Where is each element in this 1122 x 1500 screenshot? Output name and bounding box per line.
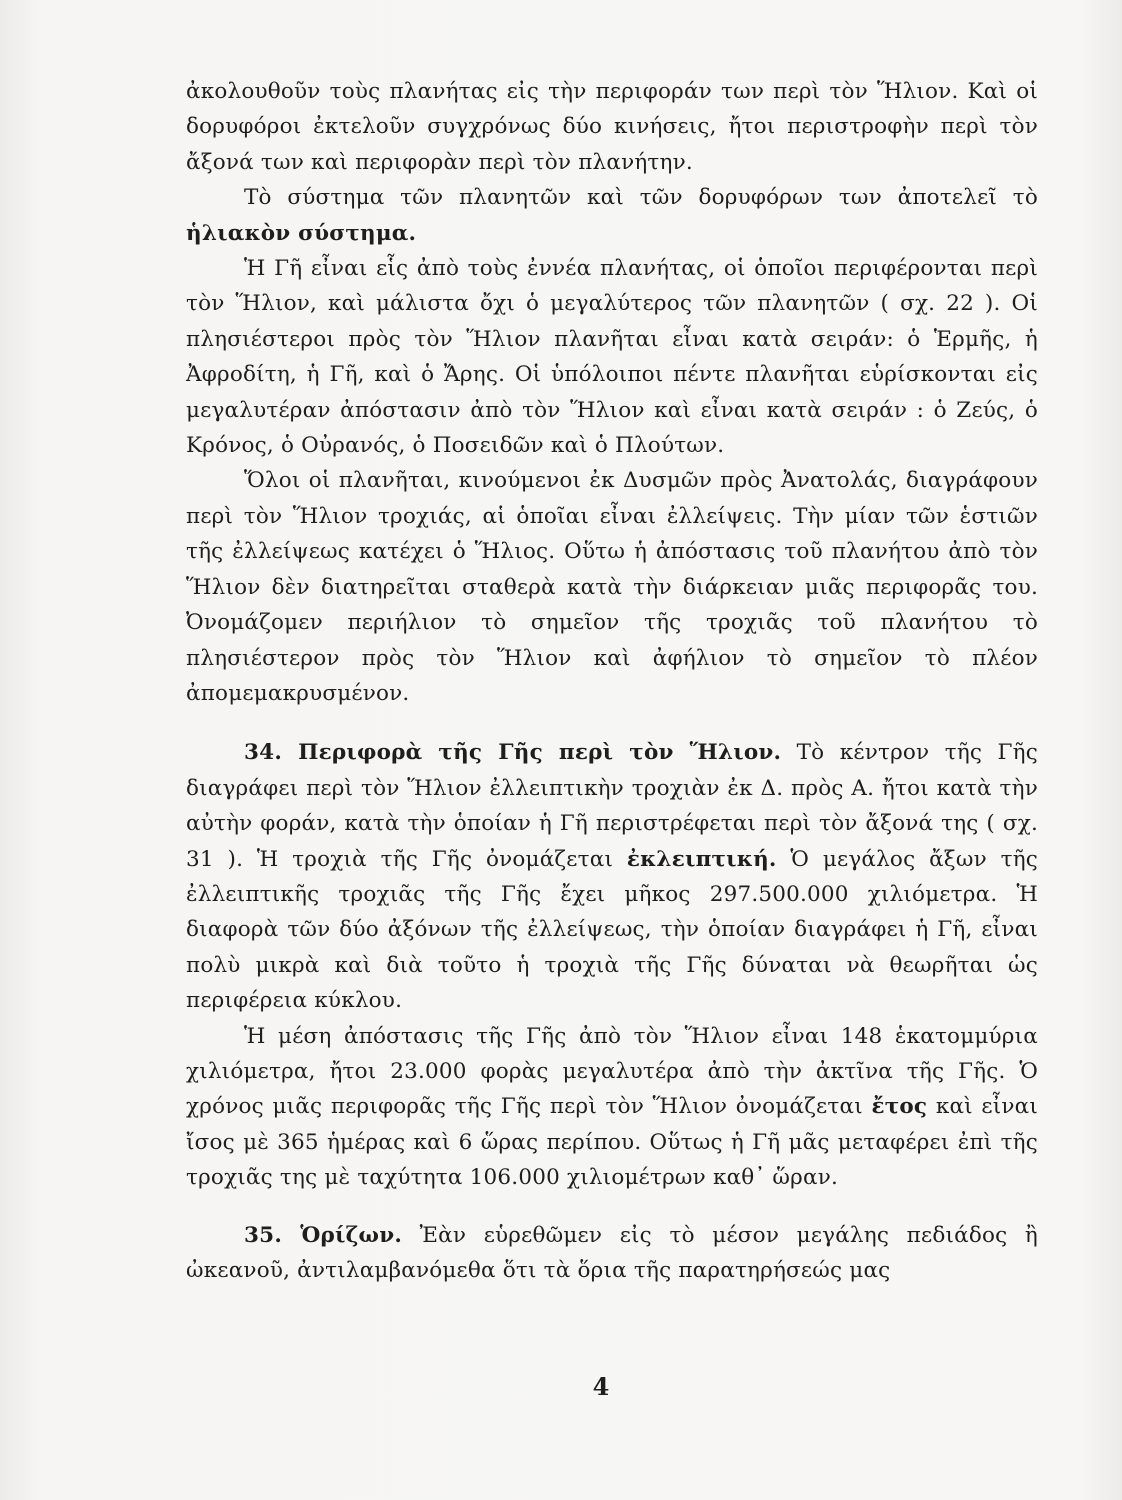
page-number: 4 <box>592 1372 610 1401</box>
bold-term: 35. Ὁρίζων. <box>244 1222 403 1248</box>
text-run: Ἐὰν εὑρεθῶμεν εἰς τὸ μέσον μεγάλης πεδιάδος ἢ ὠκεανοῦ, ἀντιλαμβανόμεθα ὅτι τὰ ὅρια τῆς παρατηρήσεώς μας <box>186 1222 1038 1283</box>
text-run: Τὸ σύστημα τῶν πλανητῶν καὶ τῶν δορυφόρων των ἀποτελεῖ τὸ <box>244 185 1038 211</box>
bold-term: 34. Περιφορὰ τῆς Γῆς περὶ τὸν Ἥλιον. <box>244 740 782 766</box>
paragraph-1 <box>186 74 1038 180</box>
text-run: Τὸ κέντρον τῆς Γῆς διαγράφει περὶ τὸν Ἥλιον ἐλλειπτικὴν τροχιὰν ἐκ Δ. πρὸς Α. ἤτοι κατὰ τὴν αὐτὴν φοράν, κατὰ τὴν ὁποίαν ἡ Γῆ περιστρέφεται περὶ τὸν ἄξονά της ( σχ. 31 ). Ἡ τροχιὰ τῆς Γῆς ὀνομάζεται <box>186 740 1039 872</box>
bold-term: ἔτος <box>871 1094 928 1120</box>
bold-term: ἐκλειπτική. <box>626 846 777 872</box>
paragraph-6 <box>186 1019 1038 1196</box>
paragraph-3 <box>186 251 1038 463</box>
text-run: Ὁ μεγάλος ἄξων τῆς ἐλλειπτικῆς τροχιᾶς τῆς Γῆς ἔχει μῆκος 297.500.000 χιλιόμετρα. Ἡ διαφορὰ τῶν δύο ἀξόνων τῆς ἐλλείψεως, τὴν ὁποίαν διαγράφει ἡ Γῆ, εἶναι πολὺ μικρὰ καὶ διὰ τοῦτο ἡ τροχιὰ τῆς Γῆς δύναται νὰ θεωρῆται ὡς περιφέρεια κύκλου. <box>186 846 1039 1014</box>
bold-term: ἡλιακὸν σύστημα. <box>186 220 417 246</box>
paragraph-2 <box>186 180 1038 251</box>
text-run: Ἡ μέση ἀπόστασις τῆς Γῆς ἀπὸ τὸν Ἥλιον εἶναι 148 ἑκατομμύρια χιλιόμετρα, ἤτοι 23.000 φορὰς μεγαλυτέρα ἀπὸ τὴν ἀκτῖνα τῆς Γῆς. Ὁ χρόνος μιᾶς περιφορᾶς τῆς Γῆς περὶ τὸν Ἥλιον ὀνομάζεται <box>186 1023 1038 1120</box>
text-run: ἀκολουθοῦν τοὺς πλανήτας εἰς τὴν περιφοράν των περὶ τὸν Ἥλιον. Καὶ οἱ δορυφόροι ἐκτελοῦν συγχρόνως δύο κινήσεις, ἤτοι περιστροφὴν περὶ τὸν ἄξονά των καὶ περιφορὰν περὶ τὸν πλανήτην. <box>186 79 1038 175</box>
paragraph-4 <box>186 463 1038 711</box>
text-run: καὶ εἶναι ἴσος μὲ 365 ἡμέρας καὶ 6 ὥρας περίπου. Οὕτως ἡ Γῆ μᾶς μεταφέρει ἐπὶ τῆς τροχιᾶς της μὲ ταχύτητα 106.000 χιλιομέτρων καθ᾽ ὥραν. <box>186 1094 1038 1191</box>
text-column <box>186 74 1038 1288</box>
section-34-paragraph <box>186 735 1038 1018</box>
section-35-paragraph <box>186 1218 1038 1289</box>
text-run: Ἡ Γῆ εἶναι εἷς ἀπὸ τοὺς ἐννέα πλανήτας, οἱ ὁποῖοι περιφέρονται περὶ τὸν Ἥλιον, καὶ μάλιστα ὄχι ὁ μεγαλύτερος τῶν πλανητῶν ( σχ. 22 ). Οἱ πλησιέστεροι πρὸς τὸν Ἥλιον πλανῆται εἶναι κατὰ σειράν: ὁ Ἑρμῆς, ἡ Ἀφροδίτη, ἡ Γῆ, καὶ ὁ Ἄρης. Οἱ ὑπόλοιποι πέντε πλανῆται εὑρίσκονται εἰς μεγαλυτέραν ἀπόστασιν ἀπὸ τὸν Ἥλιον καὶ εἶναι κατὰ σειράν : ὁ Ζεύς, ὁ Κρόνος, ὁ Οὐρανός, ὁ Ποσειδῶν καὶ ὁ Πλούτων. <box>186 256 1038 459</box>
text-run: Ὅλοι οἱ πλανῆται, κινούμενοι ἐκ Δυσμῶν πρὸς Ἀνατολάς, διαγράφουν περὶ τὸν Ἥλιον τροχιάς, αἱ ὁποῖαι εἶναι ἐλλείψεις. Τὴν μίαν τῶν ἑστιῶν τῆς ἐλλείψεως κατέχει ὁ Ἥλιος. Οὕτω ἡ ἀπόστασις τοῦ πλανήτου ἀπὸ τὸν Ἥλιον δὲν διατηρεῖται σταθερὰ κατὰ τὴν διάρκειαν μιᾶς περιφορᾶς του. Ὀνομάζομεν περιήλιον τὸ σημεῖον τῆς τροχιᾶς τοῦ πλανήτου τὸ πλησιέστερον πρὸς τὸν Ἥλιον καὶ ἀφήλιον τὸ σημεῖον τὸ πλέον ἀπομεμακρυσμένον. <box>186 468 1038 706</box>
